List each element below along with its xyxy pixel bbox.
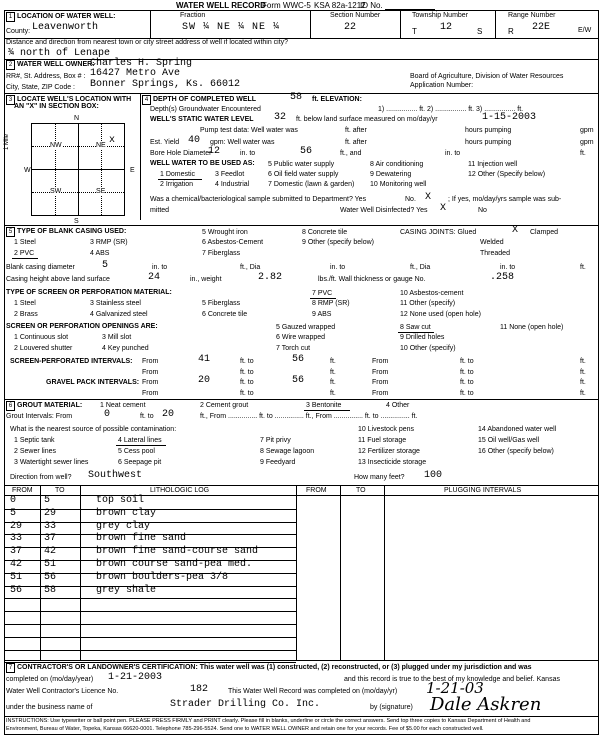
direction-label: Direction from well? — [10, 474, 72, 481]
instructions-line1: INSTRUCTIONS: Use typewriter or ball point pen. PLEASE PRESS FIRMLY and PRINT clearly. Please fill in blanks, underline or circle the correct answers. Send top three copies to Kansas Department of Health and — [6, 718, 531, 724]
contam-feedyard[interactable]: 9 Feedyard — [260, 459, 296, 466]
contam-watertight[interactable]: 3 Watertight sewer lines — [14, 459, 89, 466]
log-cell-from: 56 — [10, 584, 23, 596]
section3-heading-2: AN "X" IN SECTION BOX: — [14, 103, 99, 110]
perf-to-value: 56 — [292, 354, 305, 365]
height-value: 24 — [148, 272, 161, 283]
business-label: under the business name of — [6, 704, 93, 711]
use-industrial[interactable]: 4 Industrial — [215, 181, 250, 188]
range-number-label: Range Number — [508, 12, 556, 19]
fraction-label: Fraction — [180, 12, 206, 19]
contam-label: What is the nearest source of possible contamination: — [10, 426, 177, 433]
log-cell-from: 0 — [10, 495, 17, 506]
licence-label: Water Well Contractor's Licence No. — [6, 688, 119, 695]
opening-mill-slot[interactable]: 3 Mill slot — [102, 334, 132, 341]
use-heading: WELL WATER TO BE USED AS: — [150, 160, 255, 167]
screen-rmp[interactable]: 8 RMP (SR) — [312, 300, 350, 307]
groundwater-label: Depth(s) Groundwater Encountered — [150, 106, 261, 113]
opening-drilled[interactable]: 9 Drilled holes — [400, 334, 445, 341]
opening-key-punched[interactable]: 4 Key punched — [102, 345, 149, 352]
completed-label: completed on (mo/day/year) — [6, 676, 94, 683]
grout-other[interactable]: 4 Other — [386, 402, 410, 409]
log-cell-desc: brown boulders-pea 3/8 — [96, 571, 229, 583]
contam-sewer[interactable]: 2 Sewer lines — [14, 448, 57, 455]
grout-heading: GROUT MATERIAL: — [17, 402, 83, 409]
section1-heading: LOCATION OF WATER WELL: — [17, 13, 116, 20]
casing-wrought-iron[interactable]: 5 Wrought iron — [202, 229, 248, 236]
gravel-label: GRAVEL PACK INTERVALS: — [46, 379, 140, 386]
direction-value: Southwest — [88, 470, 143, 481]
opening-none[interactable]: 11 None (open hole) — [500, 324, 564, 331]
log-header-from: FROM — [12, 487, 33, 494]
grout-to-value: 20 — [162, 409, 175, 420]
opening-torch-cut[interactable]: 7 Torch cut — [276, 345, 311, 352]
opening-continuous-slot[interactable]: 1 Continuous slot — [14, 334, 69, 341]
distance-value: ¾ north of Lenape — [8, 48, 111, 59]
contam-livestock[interactable]: 10 Livestock pens — [358, 426, 415, 433]
log-cell-from: 5 — [10, 507, 17, 519]
height-label: Casing height above land surface — [6, 276, 110, 283]
ksa-reference: KSA 82a-1212 — [314, 1, 366, 10]
howmany-value: 100 — [424, 470, 443, 481]
log-header-lithologic: LITHOLOGIC LOG — [150, 487, 210, 494]
disinfected-mark: X — [440, 203, 447, 214]
cert-line1: CONTRACTOR'S OR LANDOWNER'S CERTIFICATION: This water well was (1) constructed, (2) reconstructed, or (3) plugged under my jurisdiction and was — [17, 664, 532, 671]
city-label: City, State, ZIP Code : — [6, 84, 75, 91]
log-cell-desc: brown fine sand-course sand — [96, 546, 259, 558]
casing-fiberglass[interactable]: 7 Fiberglass — [202, 250, 241, 257]
use-public[interactable]: 5 Public water supply — [268, 161, 335, 168]
log-cell-desc: grey shale — [96, 584, 157, 596]
log-header-to: TO — [55, 487, 65, 494]
county-value: Leavenworth — [32, 22, 99, 33]
contam-sewage-lagoon[interactable]: 8 Sewage lagoon — [260, 448, 315, 455]
opening-wire-wrapped[interactable]: 6 Wire wrapped — [276, 334, 326, 341]
log-cell-to: 56 — [44, 571, 57, 583]
screen-abs[interactable]: 9 ABS — [312, 311, 332, 318]
use-other[interactable]: 12 Other (Specify below) — [468, 171, 546, 178]
log-header-plug-from: FROM — [306, 487, 327, 494]
weight-value: 2.82 — [258, 272, 283, 283]
joints-mark: X — [512, 225, 519, 236]
chem-sample-label: Was a chemical/bacteriological sample submitted to Department? Yes — [150, 196, 367, 203]
screen-none[interactable]: 12 None used (open hole) — [400, 311, 481, 318]
yield-value: 40 — [188, 135, 201, 146]
casing-abs[interactable]: 4 ABS — [90, 250, 110, 257]
township-number-label: Township Number — [412, 12, 469, 19]
casing-concrete-tile[interactable]: 8 Concrete tile — [302, 229, 348, 236]
city-value: Bonner Springs, Ks. 66012 — [90, 79, 241, 90]
section-number-value: 22 — [344, 22, 357, 33]
grout-intervals-label: Grout Intervals: From — [6, 413, 73, 420]
range-value: 22E — [532, 22, 551, 33]
log-cell-to: 42 — [44, 546, 57, 558]
screen-pvc[interactable]: 7 PVC — [312, 290, 333, 297]
screen-steel[interactable]: 1 Steel — [14, 300, 36, 307]
contam-cess-pool[interactable]: 5 Cess pool — [118, 448, 155, 455]
signature-label: by (signature) — [370, 704, 413, 711]
use-lawn[interactable]: 7 Domestic (lawn & garden) — [268, 181, 355, 188]
casing-steel[interactable]: 1 Steel — [14, 239, 36, 246]
opening-louvered[interactable]: 2 Louvered shutter — [14, 345, 73, 352]
opening-gauzed[interactable]: 5 Gauzed wrapped — [276, 324, 336, 331]
board-label: Board of Agriculture, Division of Water Resources — [410, 73, 564, 80]
grout-bentonite[interactable]: 3 Bentonite — [306, 402, 342, 409]
form-number: Form WWC-5 — [262, 1, 311, 10]
grout-neat-cement[interactable]: 1 Neat cement — [100, 402, 146, 409]
opening-other[interactable]: 10 Other (specify) — [400, 345, 456, 352]
licence-value: 182 — [190, 684, 209, 695]
fraction-value: SW ¼ NE ¼ NE ¼ — [182, 22, 281, 33]
mile-label: 1 Mile — [4, 133, 10, 150]
log-cell-from: 33 — [10, 533, 23, 545]
perf-label: SCREEN-PERFORATED INTERVALS: — [10, 358, 133, 365]
howmany-label: How many feet? — [354, 474, 405, 481]
contam-abandoned[interactable]: 14 Abandoned water well — [478, 426, 557, 433]
casing-pvc[interactable]: 2 PVC — [14, 250, 35, 257]
completed-value: 1-21-2003 — [108, 672, 163, 683]
bore-depth-value: 56 — [300, 146, 313, 157]
bore-value: 12 — [208, 146, 221, 157]
use-oil-field[interactable]: 6 Oil field water supply — [268, 171, 339, 178]
screen-stainless[interactable]: 3 Stainless steel — [90, 300, 141, 307]
contam-seepage[interactable]: 6 Seepage pit — [118, 459, 162, 466]
use-air-conditioning[interactable]: 8 Air conditioning — [370, 161, 424, 168]
contam-insecticide[interactable]: 13 Insecticide storage — [358, 459, 427, 466]
gravel-from-value: 20 — [198, 375, 211, 386]
perf-from-value: 41 — [198, 354, 211, 365]
screen-galvanized[interactable]: 4 Galvanized steel — [90, 311, 148, 318]
contam-septic[interactable]: 1 Septic tank — [14, 437, 55, 444]
diameter-label: Blank casing diameter — [6, 264, 75, 271]
id-label: ID No. — [360, 1, 383, 10]
contam-fertilizer[interactable]: 12 Fertilizer storage — [358, 448, 420, 455]
gauge-value: .258 — [490, 272, 515, 283]
openings-heading: SCREEN OR PERFORATION OPENINGS ARE: — [6, 323, 158, 330]
signature: Dale Askren — [430, 694, 542, 715]
application-number-label: Application Number: — [410, 82, 474, 89]
yield-label: Est. Yield — [150, 139, 180, 146]
use-dewatering[interactable]: 9 Dewatering — [370, 171, 412, 178]
section3-heading: LOCATE WELL'S LOCATION WITH — [17, 96, 132, 103]
use-monitoring[interactable]: 10 Monitoring well — [370, 181, 427, 188]
township-value: 12 — [440, 22, 453, 33]
contam-oil-well[interactable]: 15 Oil well/Gas well — [478, 437, 540, 444]
address-value: 16427 Metro Ave — [90, 68, 181, 79]
log-cell-from: 37 — [10, 546, 23, 558]
contam-lateral-lines[interactable]: 4 Lateral lines — [118, 437, 162, 444]
log-cell-desc: grey clay — [96, 520, 151, 532]
log-cell-from: 29 — [10, 520, 23, 532]
instructions-line2: Environment, Bureau of Water, Topeka, Kansas 66620-0001. Telephone 785-296-5524. Send one to WATER WELL OWNER and retain one for your records. Fee of $5.00 for each constructed well. — [6, 726, 484, 732]
use-injection[interactable]: 11 Injection well — [468, 161, 518, 168]
log-cell-to: 5 — [44, 495, 51, 506]
log-cell-to: 58 — [44, 584, 57, 596]
section-number-label: Section Number — [330, 12, 381, 19]
log-cell-desc: brown clay — [96, 507, 157, 519]
log-cell-to: 37 — [44, 533, 57, 545]
chem-sample-mark: X — [425, 192, 432, 203]
section-box[interactable]: NW NE x SW SE — [31, 123, 125, 216]
contam-fuel[interactable]: 11 Fuel storage — [358, 437, 407, 444]
depth-value: 58 — [290, 92, 303, 103]
log-cell-desc: brown course sand-pea med. — [96, 559, 253, 570]
location-mark: x — [109, 135, 116, 146]
gravel-to-value: 56 — [292, 375, 305, 386]
log-cell-desc: top soil — [96, 495, 145, 506]
opening-saw-cut[interactable]: 8 Saw cut — [400, 324, 431, 331]
log-cell-from: 51 — [10, 571, 23, 583]
use-feedlot[interactable]: 3 Feedlot — [215, 171, 245, 178]
section2-heading: WATER WELL OWNER: — [17, 61, 95, 68]
owner-value: Charles H. Spring — [90, 58, 193, 69]
log-cell-to: 29 — [44, 507, 57, 519]
log-cell-from: 42 — [10, 559, 23, 570]
log-cell-to: 51 — [44, 559, 57, 570]
casing-heading: TYPE OF BLANK CASING USED: — [17, 228, 127, 235]
contam-pit-privy[interactable]: 7 Pit privy — [260, 437, 291, 444]
screen-fiberglass[interactable]: 5 Fiberglass — [202, 300, 241, 307]
address-label: RR#, St. Address, Box # : — [6, 73, 86, 80]
casing-rmp[interactable]: 3 RMP (SR) — [90, 239, 128, 246]
screen-asbestos[interactable]: 10 Asbestos-cement — [400, 290, 464, 297]
business-value: Strader Drilling Co. Inc. — [170, 699, 321, 710]
screen-other[interactable]: 11 Other (specify) — [400, 300, 456, 307]
joints-label: CASING JOINTS: Glued — [400, 229, 477, 236]
log-header-plugging: PLUGGING INTERVALS — [444, 487, 522, 494]
form-title: WATER WELL RECORD — [176, 1, 266, 10]
use-domestic[interactable]: 1 Domestic — [160, 171, 196, 178]
log-header-plug-to: TO — [356, 487, 366, 494]
static-level-value: 32 — [274, 112, 287, 123]
record-date-value: 1-21-03 — [426, 679, 484, 697]
use-irrigation[interactable]: 2 Irrigation — [160, 181, 194, 188]
casing-asbestos[interactable]: 6 Asbestos-Cement — [202, 239, 264, 246]
grout-from-value: 0 — [104, 409, 111, 420]
bore-label: Bore Hole Diameter — [150, 150, 212, 157]
distance-label: Distance and direction from nearest town or city street address of well if located within city? — [6, 39, 289, 46]
casing-other[interactable]: 9 Other (specify below) — [302, 239, 374, 246]
screen-heading: TYPE OF SCREEN OR PERFORATION MATERIAL: — [6, 289, 172, 296]
disinfected-label: Water Well Disinfected? Yes — [340, 207, 428, 214]
static-level-label: WELL'S STATIC WATER LEVEL — [150, 116, 254, 123]
screen-concrete[interactable]: 6 Concrete tile — [202, 311, 248, 318]
grout-cement[interactable]: 2 Cement grout — [200, 402, 249, 409]
county-label: County: — [6, 28, 31, 35]
log-cell-to: 33 — [44, 520, 57, 532]
contam-other[interactable]: 16 Other (specify below) — [478, 448, 554, 455]
diameter-value: 5 — [102, 260, 109, 271]
static-date-value: 1-15-2003 — [482, 112, 537, 123]
log-cell-desc: brown fine sand — [96, 533, 187, 545]
screen-brass[interactable]: 2 Brass — [14, 311, 38, 318]
depth-label: DEPTH OF COMPLETED WELL — [153, 96, 257, 103]
